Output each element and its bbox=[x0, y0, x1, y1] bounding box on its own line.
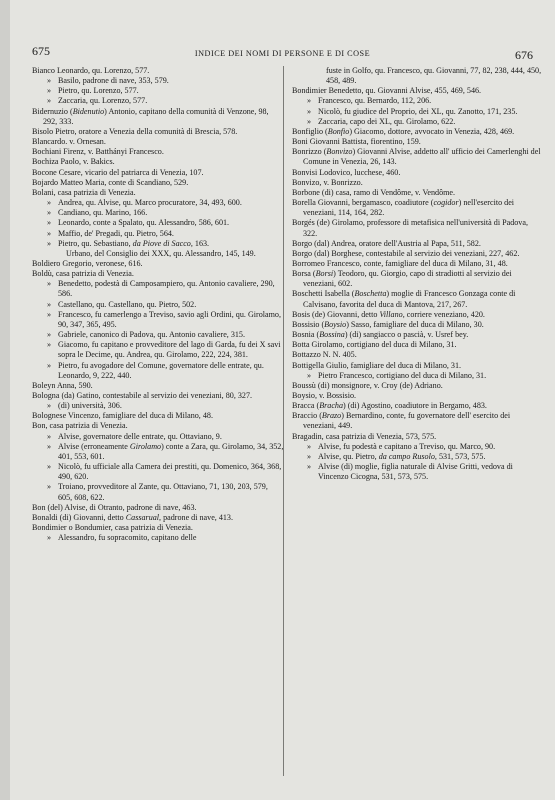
entry-text: Bochiani Firenz, v. Batthányi Francesco. bbox=[32, 147, 164, 157]
index-entry bbox=[292, 66, 544, 86]
entry-text: Borsa ( bbox=[292, 269, 316, 279]
index-entry bbox=[32, 249, 284, 259]
ditto-mark: » bbox=[47, 76, 52, 86]
entry-text: ) Antonio, capitano della comunità di Venzone, 98, 292, 333. bbox=[43, 106, 269, 126]
index-entry bbox=[32, 218, 284, 228]
entry-text: Boldiero Gregorio, veronese, 616. bbox=[32, 258, 143, 268]
page-number-right: 676 bbox=[515, 48, 533, 62]
entry-text: Bisolo Pietro, oratore a Venezia della comunità di Brescia, 578. bbox=[32, 126, 238, 136]
ditto-mark: » bbox=[47, 208, 52, 218]
index-entry bbox=[32, 229, 284, 239]
entry-italic-text: Bidenutio bbox=[72, 106, 105, 116]
index-entry bbox=[32, 269, 284, 279]
entry-text: (di) università, 306. bbox=[58, 401, 122, 411]
entry-text: Pietro, qu. Lorenzo, 577. bbox=[58, 86, 139, 96]
entry-text: Bidernuzio ( bbox=[32, 106, 73, 116]
index-entry bbox=[32, 259, 284, 269]
entry-text: Bosnia ( bbox=[292, 330, 320, 340]
entry-text: ) (di) sangiacco o pascià, v. Usref bey. bbox=[344, 330, 469, 340]
index-entry bbox=[32, 330, 284, 340]
index-entry bbox=[32, 127, 284, 137]
entry-text: Borella Giovanni, bergamasco, coadiutore ( bbox=[292, 198, 434, 208]
index-entry bbox=[32, 401, 284, 411]
index-entry bbox=[292, 391, 544, 401]
ditto-mark: » bbox=[307, 370, 312, 380]
index-entry bbox=[292, 168, 544, 178]
index-entry bbox=[32, 208, 284, 218]
ditto-mark: » bbox=[47, 96, 52, 106]
running-title: INDICE DEI NOMI DI PERSONE E DI COSE bbox=[194, 49, 371, 58]
entry-text: fuste in Golfo, qu. Francesco, qu. Giovanni, 77, 82, 238, 444, 450, 458, 489. bbox=[326, 66, 542, 86]
entry-text: ) nell'esercito dei veneziani, 114, 164, 282. bbox=[303, 198, 515, 218]
index-entry bbox=[32, 188, 284, 198]
entry-italic-text: Bonvizo bbox=[326, 147, 353, 157]
entry-text: , 163. bbox=[190, 238, 210, 248]
entry-text: Candiano, qu. Marino, 166. bbox=[58, 208, 148, 218]
index-entry bbox=[292, 462, 544, 482]
entry-text: Borgés (de) Girolamo, professore di metafisica nell'università di Padova, 322. bbox=[292, 218, 528, 238]
entry-text: Boysio, v. Bossisio. bbox=[292, 391, 357, 400]
ditto-mark: » bbox=[47, 330, 52, 340]
index-entry bbox=[32, 96, 284, 106]
entry-text: Braccio ( bbox=[292, 411, 322, 421]
entry-text: Bolani, casa patrizia di Venezia. bbox=[32, 187, 136, 197]
entry-text: ) Bernardino, conte, fu governatore dell' esercito dei veneziani, 449. bbox=[303, 411, 511, 431]
entry-text: Francesco, fu camerlengo a Treviso, savio agli Ordini, qu. Girolamo, 90, 347, 365, 495. bbox=[58, 309, 281, 329]
entry-text: Alvise (di) moglie, figlia naturale di Alvise Gritti, vedova di Vincenzo Cicogna, 531, 573, 575. bbox=[318, 462, 513, 482]
entry-text: Bonfiglio ( bbox=[292, 126, 328, 136]
entry-text: Bondimier Benedetto, qu. Giovanni Alvise, 455, 469, 546. bbox=[292, 86, 482, 96]
entry-text: Bonvisi Lodovico, lucchese, 460. bbox=[292, 167, 401, 177]
index-entry bbox=[292, 361, 544, 371]
index-entry bbox=[32, 76, 284, 86]
entry-text: , 531, 573, 575. bbox=[434, 451, 486, 461]
entry-text: Bragadin, casa patrizia di Venezia, 573, 575. bbox=[292, 431, 437, 441]
index-entry bbox=[292, 259, 544, 269]
ditto-mark: » bbox=[47, 299, 52, 309]
entry-text: Bossisio ( bbox=[292, 319, 325, 329]
index-entry bbox=[292, 188, 544, 198]
index-entry bbox=[32, 391, 284, 401]
entry-text: Zaccaria, capo dei XL, qu. Girolamo, 622. bbox=[318, 116, 456, 126]
ditto-mark: » bbox=[47, 360, 52, 370]
index-entry bbox=[292, 269, 544, 289]
ditto-mark: » bbox=[47, 462, 52, 472]
entry-text: Pietro, fu avogadore del Comune, governatore delle entrate, qu. Leonardo, 9, 222, 440. bbox=[58, 360, 264, 380]
index-entry bbox=[32, 86, 284, 96]
entry-italic-text: da campo Rusolo bbox=[378, 451, 435, 461]
entry-text: Alvise, governatore delle entrate, qu. Ottaviano, 9. bbox=[58, 431, 222, 441]
entry-text: Alvise, qu. Pietro, bbox=[318, 451, 379, 461]
entry-text: Bonrizzo ( bbox=[292, 147, 327, 157]
entry-text: Benedetto, podestà di Camposampiero, qu. Antonio cavaliere, 290, 586. bbox=[58, 279, 275, 299]
index-entry bbox=[292, 401, 544, 411]
entry-text: Bon, casa patrizia di Venezia. bbox=[32, 421, 128, 431]
index-entry bbox=[292, 86, 544, 96]
entry-text: Borgo (dal) Borghese, contestabile al servizio dei veneziani, 227, 462. bbox=[292, 248, 520, 258]
entry-italic-text: Villano bbox=[379, 309, 403, 319]
entry-text: Urbano, del Consiglio dei XXX, qu. Alessandro, 145, 149. bbox=[66, 248, 256, 258]
index-entry bbox=[32, 421, 284, 431]
ditto-mark: » bbox=[47, 309, 52, 319]
entry-text: Zaccaria, qu. Lorenzo, 577. bbox=[58, 96, 148, 106]
entry-text: Gabriele, canonico di Padova, qu. Antonio cavaliere, 315. bbox=[58, 330, 245, 340]
entry-text: Bolognese Vincenzo, famigliare del duca di Milano, 48. bbox=[32, 411, 213, 421]
entry-text: Bonaldi (di) Giovanni, detto bbox=[32, 512, 126, 522]
entry-text: Blancardo. v. Ornesan. bbox=[32, 137, 106, 147]
index-entry bbox=[292, 381, 544, 391]
index-entry bbox=[32, 523, 284, 533]
index-entry bbox=[292, 147, 544, 167]
entry-text: Borbone (di) casa, ramo di Vendôme, v. Vendôme. bbox=[292, 187, 456, 197]
entry-text: ) Sasso, famigliare del duca di Milano, 30. bbox=[346, 319, 484, 329]
entry-text: ) Giovanni Alvise, addetto all' ufficio dei Camerlenghi del Comune in Venezia, 26, 143. bbox=[303, 147, 541, 167]
entry-italic-text: da Piove di Sacco bbox=[132, 238, 191, 248]
entry-italic-text: Bossina bbox=[319, 330, 345, 340]
entry-italic-text: Boschetta bbox=[354, 289, 387, 299]
entry-text: Borromeo Francesco, conte, famigliare del duca di Milano, 31, 48. bbox=[292, 258, 508, 268]
ditto-mark: » bbox=[307, 462, 312, 472]
index-entry bbox=[32, 513, 284, 523]
ditto-mark: » bbox=[47, 441, 52, 451]
entry-italic-text: Borsi bbox=[315, 269, 334, 279]
entry-text: Bonvizo, v. Bonrizzo. bbox=[292, 177, 363, 187]
index-entry bbox=[32, 300, 284, 310]
entry-text: Bojardo Matteo Maria, conte di Scandiano, 529. bbox=[32, 177, 189, 187]
entry-text: Troiano, provveditore al Zante, qu. Ottaviano, 71, 130, 203, 579, 605, 608, 622. bbox=[58, 482, 268, 502]
entry-text: Boleyn Anna, 590. bbox=[32, 380, 93, 390]
entry-text: Alvise (erroneamente bbox=[58, 441, 130, 451]
index-entry bbox=[292, 330, 544, 340]
ditto-mark: » bbox=[47, 401, 52, 411]
entry-text: Bianco Leonardo, qu. Lorenzo, 577. bbox=[32, 66, 150, 75]
book-page bbox=[10, 0, 555, 800]
ditto-mark: » bbox=[307, 106, 312, 116]
entry-text: ) moglie di Francesco Gonzaga conte di Calvisano, favorita del duca di Mantova, 217, 267. bbox=[303, 289, 516, 309]
index-entry bbox=[32, 381, 284, 391]
index-entry bbox=[292, 107, 544, 117]
entry-italic-text: cogidor bbox=[433, 198, 459, 208]
index-entry bbox=[32, 157, 284, 167]
entry-italic-text: Girolamo bbox=[129, 441, 162, 451]
entry-text: Bottazzo N. N. 405. bbox=[292, 350, 357, 360]
entry-italic-text: Bonfio bbox=[327, 126, 350, 136]
entry-text: Bologna (da) Gatino, contestabile al servizio dei veneziani, 80, 327. bbox=[32, 391, 253, 400]
index-entry bbox=[292, 452, 544, 462]
ditto-mark: » bbox=[307, 96, 312, 106]
page-header bbox=[32, 44, 533, 60]
entry-text: Boschetti Isabella ( bbox=[292, 289, 355, 299]
index-entry bbox=[32, 279, 284, 299]
index-entry bbox=[32, 137, 284, 147]
entry-text: Bon (del) Alvise, di Otranto, padrone di nave, 463. bbox=[32, 502, 197, 512]
entry-text: Botta Girolamo, cortigiano del duca di Milano, 31. bbox=[292, 340, 457, 350]
entry-text: ) (di) Agostino, coadiutore in Bergamo, 483. bbox=[343, 401, 487, 411]
index-entry bbox=[32, 442, 284, 462]
index-entry bbox=[32, 533, 284, 543]
entry-text: Boni Giovanni Battista, fiorentino, 159. bbox=[292, 137, 421, 147]
ditto-mark: » bbox=[47, 228, 52, 238]
entry-text: ) Giacomo, dottore, avvocato in Venezia, 428, 469. bbox=[349, 126, 515, 136]
index-entry bbox=[32, 147, 284, 157]
entry-italic-text: Cassarual bbox=[125, 512, 160, 522]
ditto-mark: » bbox=[47, 431, 52, 441]
ditto-mark: » bbox=[47, 340, 52, 350]
index-entry bbox=[292, 411, 544, 431]
ditto-mark: » bbox=[47, 279, 52, 289]
ditto-mark: » bbox=[47, 86, 52, 96]
entry-italic-text: Boysio bbox=[324, 319, 347, 329]
entry-text: Boussù (di) monsignore, v. Croy (de) Adriano. bbox=[292, 380, 443, 390]
entry-text: Bracca ( bbox=[292, 401, 320, 411]
entry-text: ) conte a Zara, qu. Girolamo, 34, 352, 401, 553, 601. bbox=[58, 441, 284, 461]
ditto-mark: » bbox=[307, 451, 312, 461]
ditto-mark: » bbox=[47, 238, 52, 248]
index-column-right bbox=[292, 66, 544, 482]
entry-text: Bocone Cesare, vicario del patriarca di Venezia, 107. bbox=[32, 167, 204, 177]
index-entry bbox=[292, 96, 544, 106]
entry-italic-text: Brazo bbox=[321, 411, 342, 421]
entry-text: Alvise, fu podestà e capitano a Treviso, qu. Marco, 90. bbox=[318, 441, 496, 451]
index-entry bbox=[292, 127, 544, 137]
ditto-mark: » bbox=[47, 198, 52, 208]
ditto-mark: » bbox=[47, 482, 52, 492]
index-entry bbox=[292, 198, 544, 218]
index-entry bbox=[292, 137, 544, 147]
index-entry bbox=[32, 198, 284, 208]
ditto-mark: » bbox=[47, 533, 52, 543]
index-column-left bbox=[32, 66, 284, 543]
column-divider bbox=[283, 66, 284, 776]
ditto-mark: » bbox=[307, 441, 312, 451]
entry-text: Castellano, qu. Castellano, qu. Pietro, 502. bbox=[58, 299, 197, 309]
entry-text: Bottigella Giulio, famigliare del duca di Milano, 31. bbox=[292, 360, 462, 370]
index-entry bbox=[32, 361, 284, 381]
index-entry bbox=[292, 239, 544, 249]
index-entry bbox=[32, 482, 284, 502]
index-entry bbox=[292, 320, 544, 330]
entry-text: Giacomo, fu capitano e provveditore del lago di Garda, fu dei X savi sopra le Decime, qu. Andrea, qu. Girolamo, 222, 224, 381. bbox=[58, 340, 281, 360]
entry-text: , padrone di nave, 413. bbox=[159, 512, 233, 522]
index-entry bbox=[292, 218, 544, 238]
index-entry bbox=[292, 289, 544, 309]
entry-text: , corriere veneziano, 420. bbox=[402, 309, 485, 319]
entry-text: ) Teodoro, qu. Giorgio, capo di stradiotti al servizio dei veneziani, 602. bbox=[303, 269, 512, 289]
entry-text: Basilo, padrone di nave, 353, 579. bbox=[58, 76, 169, 86]
index-entry bbox=[32, 239, 284, 249]
entry-text: Nicolò, fu ufficiale alla Camera dei prestiti, qu. Domenico, 364, 368, 490, 620. bbox=[58, 462, 282, 482]
index-entry bbox=[292, 310, 544, 320]
index-entry bbox=[32, 178, 284, 188]
index-entry bbox=[292, 371, 544, 381]
index-entry bbox=[32, 340, 284, 360]
index-entry bbox=[292, 432, 544, 442]
entry-text: Andrea, qu. Alvise, qu. Marco procuratore, 34, 493, 600. bbox=[58, 198, 242, 208]
entry-text: Bondimier o Bondumier, casa patrizia di Venezia. bbox=[32, 523, 193, 533]
index-entry bbox=[292, 340, 544, 350]
ditto-mark: » bbox=[47, 218, 52, 228]
index-entry bbox=[32, 503, 284, 513]
index-entry bbox=[292, 249, 544, 259]
index-entry bbox=[292, 178, 544, 188]
entry-text: Maffio, de' Pregadi, qu. Pietro, 564. bbox=[58, 228, 174, 238]
index-entry bbox=[292, 350, 544, 360]
entry-text: Alessandro, fu sopracomito, capitano delle bbox=[58, 533, 197, 543]
entry-text: Pietro, qu. Sebastiano, bbox=[58, 238, 133, 248]
index-entry bbox=[32, 107, 284, 127]
index-entry bbox=[32, 411, 284, 421]
entry-text: Pietro Francesco, cortigiano del duca di Milano, 31. bbox=[318, 370, 487, 380]
entry-text: Leonardo, conte a Spalato, qu. Alessandro, 586, 601. bbox=[58, 218, 230, 228]
index-entry bbox=[292, 442, 544, 452]
ditto-mark: » bbox=[307, 116, 312, 126]
index-entry bbox=[292, 117, 544, 127]
entry-text: Francesco, qu. Bernardo, 112, 206. bbox=[318, 96, 432, 106]
entry-text: Bochiza Paolo, v. Bakics. bbox=[32, 157, 115, 167]
entry-text: Nicolò, fu giudice del Proprio, dei XL, qu. Zanotto, 171, 235. bbox=[318, 106, 518, 116]
index-entry bbox=[32, 462, 284, 482]
entry-text: Borgo (dal) Andrea, oratore dell'Austria al Papa, 511, 582. bbox=[292, 238, 481, 248]
index-entry bbox=[32, 310, 284, 330]
entry-italic-text: Bracha bbox=[319, 401, 344, 411]
index-entry bbox=[32, 432, 284, 442]
entry-text: Boldù, casa patrizia di Venezia. bbox=[32, 269, 134, 279]
index-entry bbox=[32, 66, 284, 76]
entry-text: Bosis (de) Giovanni, detto bbox=[292, 309, 380, 319]
page-number-left: 675 bbox=[32, 44, 50, 58]
index-entry bbox=[32, 168, 284, 178]
